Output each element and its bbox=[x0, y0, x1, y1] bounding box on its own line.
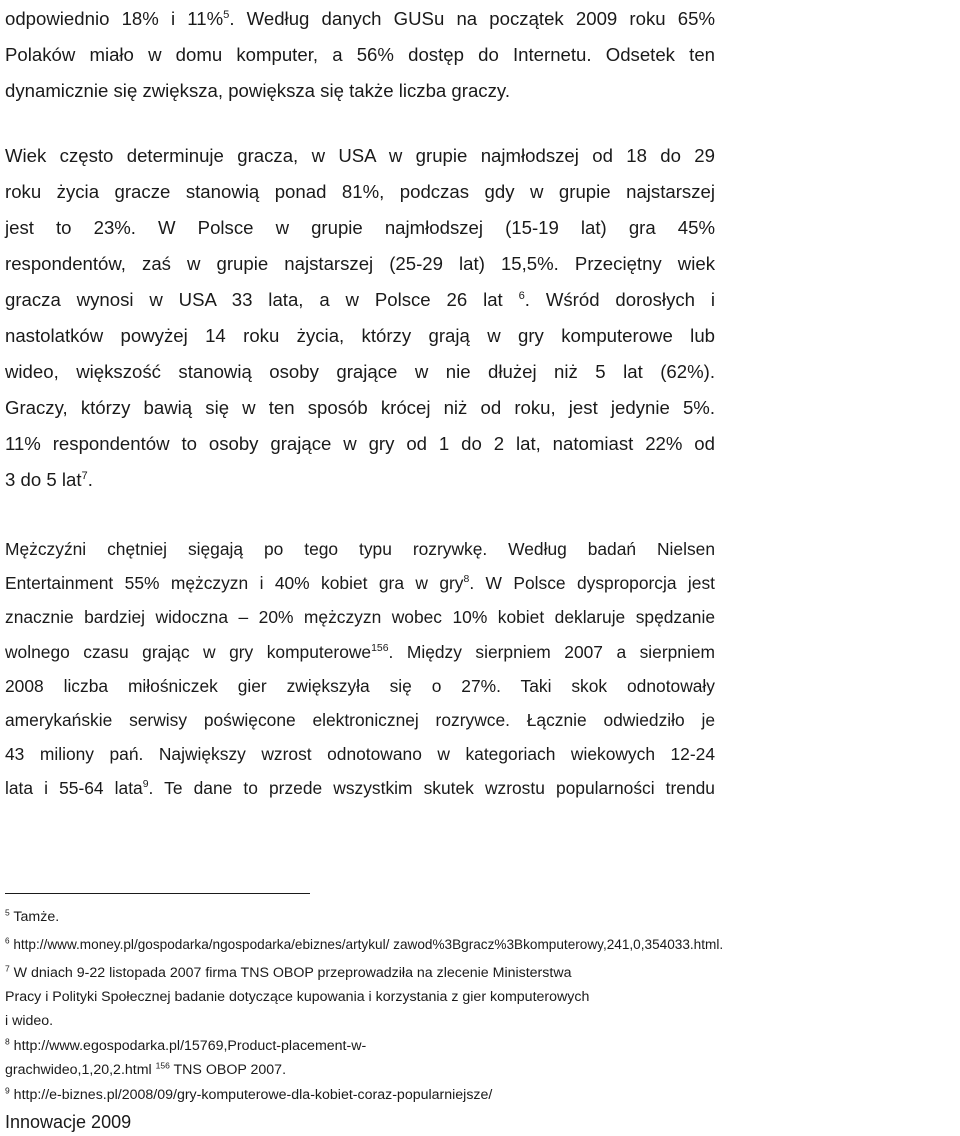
text-run: . Między sierpniem 2007 a sierpniem bbox=[388, 641, 715, 662]
footnote-line bbox=[5, 1009, 589, 1033]
footnote-text: TNS OBOP 2007. bbox=[169, 1062, 287, 1078]
footnote-number: 8 bbox=[5, 1036, 10, 1047]
footnote-line bbox=[5, 1034, 366, 1058]
footnote-link[interactable]: http://www.egospodarka.pl/15769,Product-placement-w- bbox=[9, 1038, 367, 1054]
text-run: . Według danych GUSu na początek 2009 roku 65% bbox=[229, 8, 715, 29]
footnote-7 bbox=[5, 961, 589, 1033]
footnote-text: Pracy i Polityki Społecznej badanie dotyczące kupowania i korzystania z gier komputerowych bbox=[5, 989, 590, 1005]
text-run: 43 miliony pań. Największy wzrost odnotowano w kategoriach wiekowych 12-24 bbox=[5, 744, 715, 765]
text-run: 3 do 5 lat bbox=[5, 469, 82, 490]
paragraph-line bbox=[5, 635, 715, 669]
text-run: Polaków miało w domu komputer, a 56% dostęp do Internetu. Odsetek ten bbox=[5, 44, 715, 65]
paragraph-line bbox=[5, 354, 715, 390]
footnote-6 bbox=[5, 933, 723, 957]
paragraph-line bbox=[5, 390, 715, 426]
paragraph-line bbox=[5, 703, 715, 737]
text-run: znacznie bardziej widoczna – 20% mężczyzn wobec 10% kobiet deklaruje spędzanie bbox=[5, 607, 715, 628]
paragraph-line bbox=[5, 37, 715, 73]
text-run: jest to 23%. W Polsce w grupie najmłodszej (15-19 lat) gra 45% bbox=[5, 217, 715, 238]
paragraph-line bbox=[5, 669, 715, 703]
footnote-ref[interactable]: 9 bbox=[142, 779, 149, 791]
footnote-ref[interactable]: 5 bbox=[223, 8, 230, 21]
footnote-separator bbox=[5, 893, 310, 894]
footnote-text: Tamże. bbox=[9, 909, 60, 925]
paragraph-line bbox=[5, 73, 715, 109]
paragraph-line bbox=[5, 282, 715, 318]
paragraph-line bbox=[5, 462, 715, 498]
paragraph-line bbox=[5, 771, 715, 805]
text-run: . W Polsce dysproporcja jest bbox=[469, 573, 715, 594]
paragraph-line bbox=[5, 600, 715, 634]
footnote-ref[interactable]: 7 bbox=[81, 469, 88, 482]
text-run: wideo, większość stanowią osoby grające w nie dłużej niż 5 lat (62%). bbox=[5, 361, 715, 382]
paragraph-line bbox=[5, 566, 715, 600]
text-run: dynamicznie się zwiększa, powiększa się także liczba graczy. bbox=[5, 80, 510, 101]
footnote-line bbox=[5, 961, 589, 985]
text-run: 11% respondentów to osoby grające w gry od 1 do 2 lat, natomiast 22% od bbox=[5, 433, 715, 454]
text-run: nastolatków powyżej 14 roku życia, którzy grają w gry komputerowe lub bbox=[5, 325, 715, 346]
paragraph-1 bbox=[5, 1, 715, 109]
text-run: Wiek często determinuje gracza, w USA w grupie najmłodszej od 18 do 29 bbox=[5, 145, 715, 166]
paragraph-line bbox=[5, 318, 715, 354]
paragraph-line bbox=[5, 737, 715, 771]
footnote-link[interactable]: http://e-biznes.pl/2008/09/gry-komputerowe-dla-kobiet-coraz-popularniejsze/ bbox=[9, 1087, 493, 1103]
text-run: gracza wynosi w USA 33 lata, a w Polsce 26 lat bbox=[5, 289, 519, 310]
text-run: amerykańskie serwisy poświęcone elektronicznej rozrywce. Łącznie odwiedziło je bbox=[5, 709, 715, 730]
footnote-8 bbox=[5, 1034, 366, 1082]
footnote-line bbox=[5, 905, 59, 929]
footnote-5 bbox=[5, 905, 59, 929]
footnote-ref[interactable]: 8 bbox=[463, 574, 470, 586]
paragraph-line bbox=[5, 426, 715, 462]
paragraph-3 bbox=[5, 532, 715, 806]
text-run: Graczy, którzy bawią się w ten sposób krócej niż od roku, jest jedynie 5%. bbox=[5, 397, 715, 418]
footnote-ref[interactable]: 6 bbox=[518, 289, 525, 302]
paragraph-line bbox=[5, 210, 715, 246]
footnote-ref[interactable]: 156 bbox=[371, 642, 389, 654]
paragraph-line bbox=[5, 138, 715, 174]
footnote-number: 7 bbox=[5, 963, 10, 974]
text-run: Mężczyźni chętniej sięgają po tego typu rozrywkę. Według badań Nielsen bbox=[5, 539, 715, 559]
footnote-line bbox=[5, 985, 589, 1009]
text-run: . Wśród dorosłych i bbox=[524, 289, 716, 310]
paragraph-2 bbox=[5, 138, 715, 498]
footnote-number: 5 bbox=[5, 907, 10, 918]
footnote-line bbox=[5, 933, 723, 957]
footnote-text: i wideo. bbox=[5, 1013, 54, 1029]
footnote-text: W dniach 9-22 listopada 2007 firma TNS OBOP przeprowadziła na zlecenie Ministerstwa bbox=[9, 965, 572, 981]
page-footer: Innowacje 2009 bbox=[5, 1112, 132, 1132]
footnote-line bbox=[5, 1058, 366, 1082]
text-run: . bbox=[87, 469, 93, 490]
text-run: 2008 liczba miłośniczek gier zwiększyła się o 27%. Taki skok odnotowały bbox=[5, 675, 715, 696]
paragraph-line bbox=[5, 174, 715, 210]
paragraph-line bbox=[5, 246, 715, 282]
footnote-link[interactable]: http://www.money.pl/gospodarka/ngospodarka/ebiznes/artykul/ zawod%3Bgracz%3Bkomputerowy,241,0,354033.html. bbox=[9, 937, 724, 952]
footnote-9 bbox=[5, 1083, 492, 1107]
footnote-number: 9 bbox=[5, 1085, 10, 1096]
text-run: odpowiednio 18% i 11% bbox=[5, 8, 224, 29]
footnote-number: 6 bbox=[5, 936, 10, 946]
text-run: Entertainment 55% mężczyzn i 40% kobiet gra w gry bbox=[5, 573, 464, 594]
text-run: . Te dane to przede wszystkim skutek wzrostu popularności trendu bbox=[148, 778, 715, 799]
text-run: respondentów, zaś w grupie najstarszej (25-29 lat) 15,5%. Przeciętny wiek bbox=[5, 253, 715, 274]
text-run: lata i 55-64 lata bbox=[5, 778, 143, 799]
paragraph-line bbox=[5, 1, 715, 37]
paragraph-line bbox=[5, 532, 715, 566]
footnote-link[interactable]: grachwideo,1,20,2.html bbox=[5, 1062, 156, 1078]
text-run: roku życia gracze stanowią ponad 81%, podczas gdy w grupie najstarszej bbox=[5, 181, 715, 202]
footnote-line bbox=[5, 1083, 492, 1107]
text-run: wolnego czasu grając w gry komputerowe bbox=[5, 641, 372, 662]
footnote-number: 156 bbox=[155, 1060, 170, 1071]
